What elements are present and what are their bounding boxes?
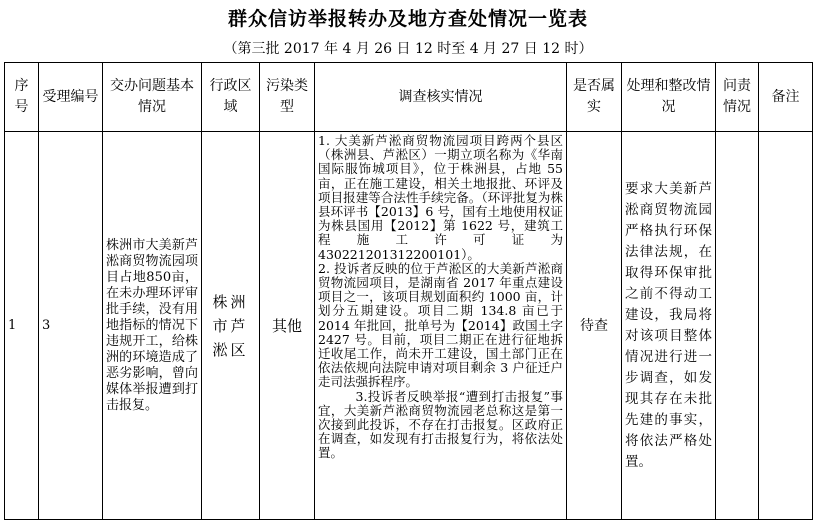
header-accountability: 问责情况 xyxy=(716,63,759,132)
header-pollution: 污染类型 xyxy=(260,63,315,132)
investigation-item-1: 1. 大美新芦淞商贸物流园项目跨两个县区（株洲县、芦淞区）一期立项名称为《华南国际服饰城项目》，位于株洲县，占地 55 亩，正在施工建设，相关土地报批、环评及项目报建等合法性手续完备。（环评批复为株县环评书【2013】6 号，国有土地使用权证为株县国用【2012】第 1622 号，建筑工程施工许可证为 430221201312200101）。 xyxy=(318,133,563,262)
cell-accountability xyxy=(716,132,759,520)
cell-verified: 待查 xyxy=(567,132,622,520)
header-issue: 交办问题基本情况 xyxy=(103,63,202,132)
cell-remarks xyxy=(759,132,813,520)
cell-accept-no: 3 xyxy=(39,132,103,520)
cell-seq: 1 xyxy=(5,132,39,520)
header-verified: 是否属实 xyxy=(567,63,622,132)
cell-issue: 株洲市大美新芦淞商贸物流园项目占地850亩，在未办理环评审批手续，没有用地指标的情况下违规开工，给株洲的环境造成了恶劣影响，曾向媒体举报遭到打击报复。 xyxy=(103,132,202,520)
header-handling: 处理和整改情况 xyxy=(622,63,716,132)
investigation-item-3: 3.投诉者反映举报“遭到打击报复”事宜，大美新芦淞商贸物流园老总称这是第一次接到此投诉，不存在打击报复。区政府正在调查，如发现有打击报复行为，将依法处置。 xyxy=(318,388,563,461)
header-region: 行政区域 xyxy=(202,63,260,132)
header-remarks: 备注 xyxy=(759,63,813,132)
investigation-item-2: 2. 投诉者反映的位于芦淞区的大美新芦淞商贸物流园项目，是湖南省 2017 年重点建设项目之一，该项目规划面积约 1000 亩，计划分五期建设。项目二期 134.8 亩已于 2014 年批回，批单号为【2014】政国土字 2427 号。目前，项目二期正在进行征地拆迁收尾工作，尚未开工建设，国土部门正在依法依规向法院申请对项目剩余 3 户征迁户走司法强拆程序。 xyxy=(318,260,563,390)
header-accept-no: 受理编号 xyxy=(39,63,103,132)
header-seq: 序号 xyxy=(5,63,39,132)
cell-investigation xyxy=(315,132,567,520)
cell-pollution: 其他 xyxy=(260,132,315,520)
table-row xyxy=(5,132,813,520)
page-title: 群众信访举报转办及地方查处情况一览表 xyxy=(227,8,588,30)
petition-table xyxy=(4,62,813,520)
cell-region: 株洲市芦淞区 xyxy=(202,132,260,520)
table-header-row xyxy=(5,63,813,132)
header-investigation: 调查核实情况 xyxy=(315,63,567,132)
cell-handling: 要求大美新芦淞商贸物流园严格执行环保法律法规，在取得环保审批之前不得动工建设，我局将对该项目整体情况进行进一步调查，如发现其存在未批先建的事实，将依法严格处置。 xyxy=(622,132,716,520)
batch-period: （第三批 2017 年 4 月 26 日 12 时至 4 月 27 日 12 时） xyxy=(223,41,593,57)
